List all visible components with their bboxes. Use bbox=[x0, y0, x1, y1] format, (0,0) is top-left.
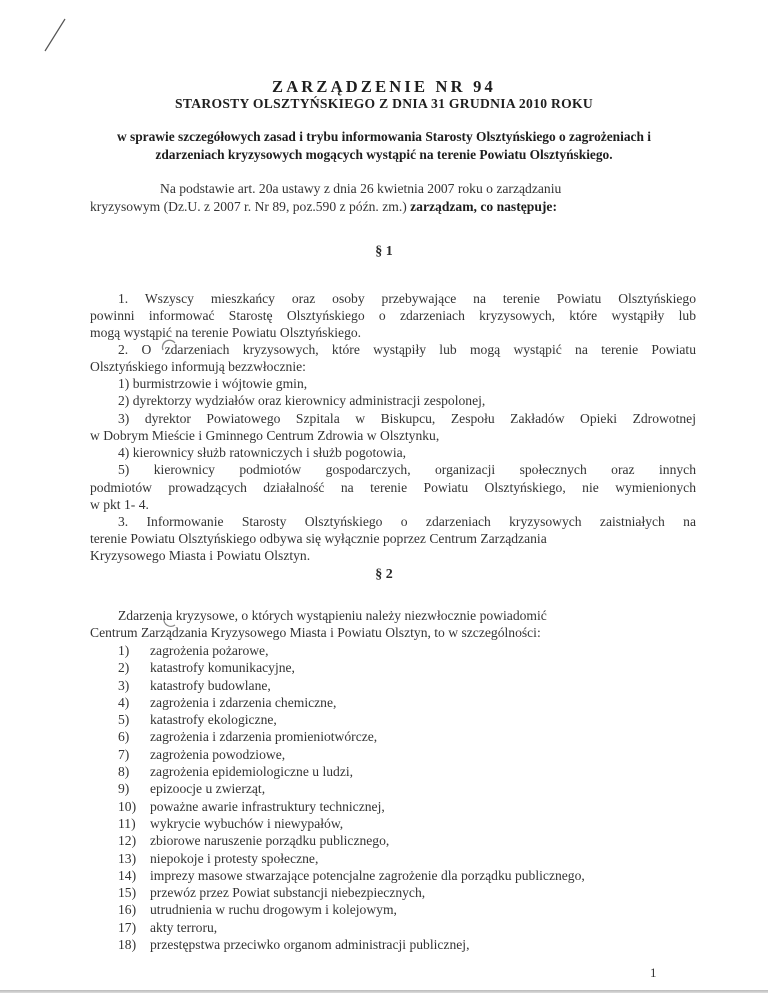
list-item-text: zagrożenia i zdarzenia promieniotwórcze, bbox=[150, 729, 378, 745]
list-item-text: zagrożenia pożarowe, bbox=[150, 643, 269, 658]
list-item bbox=[118, 832, 585, 849]
list-item-text: poważne awarie infrastruktury technicznej, bbox=[150, 798, 385, 814]
list-item-number: 3) bbox=[118, 677, 130, 693]
document-issuer: STAROSTY OLSZTYŃSKIEGO Z DNIA 31 GRUDNIA 2010 ROKU bbox=[175, 96, 593, 111]
paragraph-line: Kryzysowego Miasta i Powiatu Olsztyn. bbox=[90, 548, 311, 563]
list-item-number: 2) bbox=[118, 660, 130, 676]
list-item bbox=[118, 642, 585, 659]
list-item-number: 16) bbox=[118, 902, 137, 918]
page-number: 1 bbox=[650, 965, 657, 980]
scan-edge bbox=[0, 990, 768, 993]
paragraph-line: mogą wystąpić na terenie Powiatu Olsztyńskiego. bbox=[90, 325, 362, 340]
list-item-text: katastrofy komunikacyjne, bbox=[150, 660, 295, 676]
preamble-line: kryzysowym (Dz.U. z 2007 r. Nr 89, poz.590 z późn. zm.) zarządzam, co następuje: bbox=[90, 199, 557, 214]
list-item: 2) dyrektorzy wydziałów oraz kierownicy administracji zespolonej, bbox=[118, 393, 486, 408]
list-item: w pkt 1- 4. bbox=[90, 497, 149, 512]
list-item bbox=[118, 677, 585, 694]
list-item-text: utrudnienia w ruchu drogowym i kolejowym, bbox=[150, 902, 397, 918]
preamble-ruling: zarządzam, co następuje: bbox=[410, 199, 557, 214]
list-item bbox=[118, 746, 585, 763]
paragraph-line: 2. O zdarzeniach kryzysowych, które wystąpiły lub mogą wystąpić na terenie Powiatu bbox=[118, 342, 696, 357]
paragraph-line: terenie Powiatu Olsztyńskiego odbywa się wyłącznie poprzez Centrum Zarządzania bbox=[90, 531, 547, 546]
list-item-number: 4) bbox=[118, 694, 130, 710]
section-1-heading: § 1 bbox=[375, 244, 393, 259]
list-item: 5) kierownicy podmiotów gospodarczych, organizacji społecznych oraz innych bbox=[118, 462, 696, 477]
list-item-number: 17) bbox=[118, 919, 137, 935]
list-item-number: 5) bbox=[118, 712, 130, 728]
list-item bbox=[118, 815, 585, 832]
section-2-heading: § 2 bbox=[375, 567, 393, 582]
list-item-number: 14) bbox=[118, 867, 137, 883]
document-title: ZARZĄDZENIE NR 94 bbox=[271, 77, 496, 96]
list-item bbox=[118, 659, 585, 676]
list-item-text: zbiorowe naruszenie porządku publicznego, bbox=[150, 833, 390, 849]
list-item-text: epizoocje u zwierząt, bbox=[150, 781, 266, 797]
list-item-number: 7) bbox=[118, 746, 130, 762]
list-item-text: przestępstwa przeciwko organom administracji publicznej, bbox=[150, 937, 470, 953]
crisis-events-list bbox=[118, 642, 585, 953]
list-item-text: imprezy masowe stwarzające potencjalne zagrożenie dla porządku publicznego, bbox=[150, 867, 585, 883]
list-item: w Dobrym Mieście i Gminnego Centrum Zdrowia w Olsztynku, bbox=[90, 428, 440, 443]
list-item-number: 18) bbox=[118, 937, 137, 953]
paragraph-line: 3. Informowanie Starosty Olsztyńskiego o zdarzeniach kryzysowych zaistniałych na bbox=[118, 514, 696, 529]
list-item-text: wykrycie wybuchów i niewypałów, bbox=[150, 815, 344, 831]
pen-mark-icon bbox=[42, 17, 68, 53]
list-item bbox=[118, 867, 585, 884]
list-item: podmiotów prowadzących działalność na terenie Powiatu Olsztyńskiego, nie wymienionych bbox=[90, 480, 696, 495]
list-item bbox=[118, 763, 585, 780]
paragraph-line: Zdarzenia kryzysowe, o których wystąpieniu należy niezwłocznie powiadomić bbox=[118, 608, 547, 623]
list-item-text: katastrofy ekologiczne, bbox=[150, 712, 277, 728]
paragraph-line: Centrum Zarządzania Kryzysowego Miasta i Powiatu Olsztyn, to w szczególności: bbox=[90, 625, 541, 640]
list-item-number: 9) bbox=[118, 781, 130, 797]
list-item: 3) dyrektor Powiatowego Szpitala w Biskupcu, Zespołu Zakładów Opieki Zdrowotnej bbox=[118, 411, 696, 426]
list-item-text: przewóz przez Powiat substancji niebezpiecznych, bbox=[150, 885, 426, 901]
list-item: 1) burmistrzowie i wójtowie gmin, bbox=[118, 376, 308, 391]
list-item bbox=[118, 936, 585, 953]
list-item-text: zagrożenia powodziowe, bbox=[150, 746, 286, 762]
list-item: 4) kierownicy służb ratowniczych i służb pogotowia, bbox=[118, 445, 407, 460]
list-item bbox=[118, 901, 585, 918]
list-item bbox=[118, 694, 585, 711]
list-item bbox=[118, 884, 585, 901]
list-item bbox=[118, 919, 585, 936]
preamble-line: Na podstawie art. 20a ustawy z dnia 26 kwietnia 2007 roku o zarządzaniu bbox=[160, 181, 562, 196]
document-subject: w sprawie szczegółowych zasad i trybu informowania Starosty Olsztyńskiego o zagrożeniach i zdarzeniach kryzysowych mogących wystąpić na terenie Powiatu Olsztyńskiego. bbox=[117, 129, 651, 162]
list-item bbox=[118, 780, 585, 797]
paragraph-line: Olsztyńskiego informują bezzwłocznie: bbox=[90, 359, 306, 374]
paragraph-line: powinni informować Starostę Olsztyńskiego o zdarzeniach kryzysowych, które wystąpiły lub bbox=[90, 308, 696, 323]
list-item-number: 15) bbox=[118, 885, 137, 901]
list-item-number: 10) bbox=[118, 798, 137, 814]
list-item-number: 1) bbox=[118, 643, 130, 658]
list-item-text: akty terroru, bbox=[150, 919, 218, 935]
list-item-number: 12) bbox=[118, 833, 137, 849]
list-item bbox=[118, 711, 585, 728]
list-item-number: 8) bbox=[118, 764, 130, 780]
paragraph-line: 1. Wszyscy mieszkańcy oraz osoby przebywające na terenie Powiatu Olsztyńskiego bbox=[118, 291, 696, 306]
list-item-text: niepokoje i protesty społeczne, bbox=[150, 850, 319, 866]
list-item bbox=[118, 850, 585, 867]
list-item bbox=[118, 728, 585, 745]
list-item bbox=[118, 798, 585, 815]
list-item-number: 11) bbox=[118, 815, 136, 831]
list-item-number: 13) bbox=[118, 850, 137, 866]
list-item-number: 6) bbox=[118, 729, 130, 745]
list-item-text: zagrożenia epidemiologiczne u ludzi, bbox=[150, 764, 354, 780]
list-item-text: katastrofy budowlane, bbox=[150, 677, 271, 693]
list-item-text: zagrożenia i zdarzenia chemiczne, bbox=[150, 694, 337, 710]
